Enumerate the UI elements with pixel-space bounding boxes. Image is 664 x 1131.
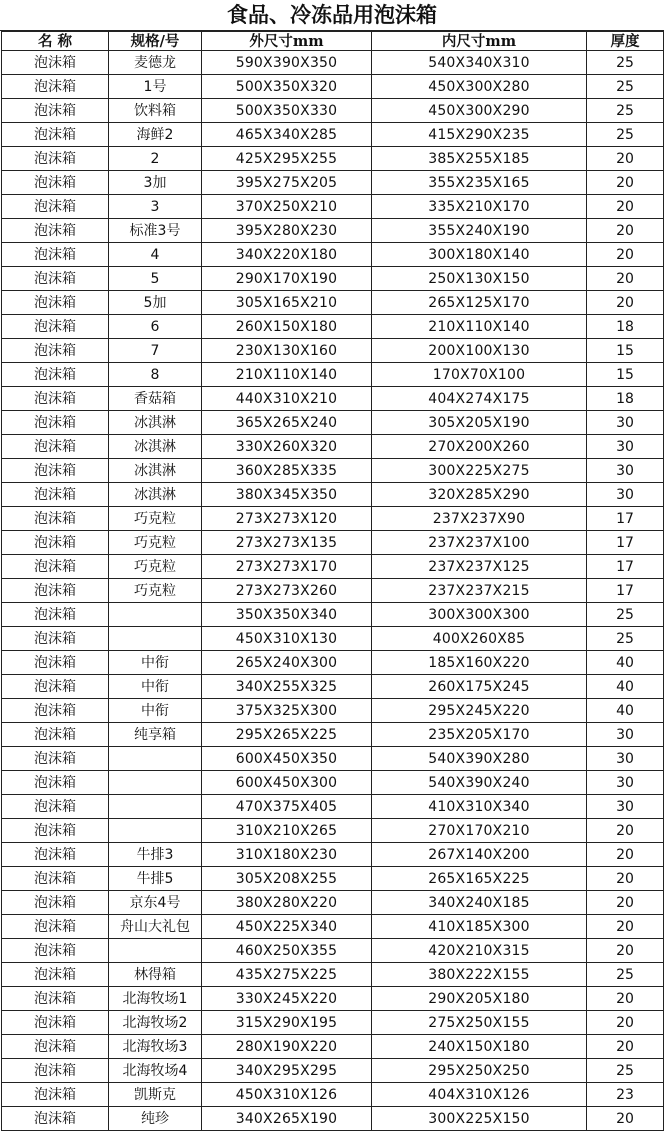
cell-spec[interactable]: 北海牧场3 [109, 1035, 202, 1059]
cell-name[interactable]: 泡沫箱 [2, 891, 109, 915]
table-row [2, 171, 664, 195]
header-thickness[interactable]: 厚度 [587, 32, 664, 51]
cell-name[interactable]: 泡沫箱 [2, 987, 109, 1011]
cell-spec[interactable]: 6 [109, 315, 202, 339]
cell-inner-size[interactable]: 237X237X125 [372, 555, 587, 579]
cell-outer-size[interactable]: 330X260X320 [202, 435, 372, 459]
table-row [2, 339, 664, 363]
cell-outer-size[interactable]: 340X265X190 [202, 1107, 372, 1131]
cell-outer-size[interactable]: 395X275X205 [202, 171, 372, 195]
cell-spec[interactable]: 林得箱 [109, 963, 202, 987]
cell-name[interactable]: 泡沫箱 [2, 339, 109, 363]
cell-name[interactable]: 泡沫箱 [2, 195, 109, 219]
cell-spec[interactable]: 北海牧场1 [109, 987, 202, 1011]
table-row [2, 243, 664, 267]
cell-thickness[interactable]: 40 [587, 675, 664, 699]
cell-spec[interactable]: 8 [109, 363, 202, 387]
cell-thickness[interactable]: 20 [587, 939, 664, 963]
table-row [2, 411, 664, 435]
table-row [2, 75, 664, 99]
cell-outer-size[interactable]: 340X220X180 [202, 243, 372, 267]
cell-outer-size[interactable]: 440X310X210 [202, 387, 372, 411]
cell-outer-size[interactable]: 380X345X350 [202, 483, 372, 507]
cell-name[interactable]: 泡沫箱 [2, 387, 109, 411]
table-row [2, 267, 664, 291]
table-row [2, 651, 664, 675]
cell-spec[interactable]: 冰淇淋 [109, 483, 202, 507]
table-row [2, 867, 664, 891]
cell-spec[interactable]: 北海牧场4 [109, 1059, 202, 1083]
cell-inner-size[interactable]: 235X205X170 [372, 723, 587, 747]
cell-name[interactable]: 泡沫箱 [2, 267, 109, 291]
cell-inner-size[interactable]: 410X310X340 [372, 795, 587, 819]
cell-name[interactable]: 泡沫箱 [2, 915, 109, 939]
cell-spec[interactable]: 饮料箱 [109, 99, 202, 123]
header-inner-size[interactable]: 内尺寸mm [372, 32, 587, 51]
cell-outer-size[interactable]: 310X210X265 [202, 819, 372, 843]
cell-name[interactable]: 泡沫箱 [2, 123, 109, 147]
cell-inner-size[interactable]: 270X170X210 [372, 819, 587, 843]
cell-outer-size[interactable]: 450X310X126 [202, 1083, 372, 1107]
cell-name[interactable]: 泡沫箱 [2, 171, 109, 195]
cell-spec[interactable]: 牛排3 [109, 843, 202, 867]
cell-name[interactable]: 泡沫箱 [2, 963, 109, 987]
cell-inner-size[interactable]: 340X240X185 [372, 891, 587, 915]
foam-box-table [1, 31, 664, 1131]
cell-outer-size[interactable]: 350X350X340 [202, 603, 372, 627]
cell-outer-size[interactable]: 370X250X210 [202, 195, 372, 219]
cell-thickness[interactable]: 20 [587, 843, 664, 867]
table-row [2, 1035, 664, 1059]
table-row [2, 507, 664, 531]
cell-thickness[interactable]: 25 [587, 123, 664, 147]
cell-spec[interactable]: 7 [109, 339, 202, 363]
cell-spec[interactable]: 纯享箱 [109, 723, 202, 747]
cell-inner-size[interactable]: 290X205X180 [372, 987, 587, 1011]
cell-inner-size[interactable]: 237X237X100 [372, 531, 587, 555]
cell-inner-size[interactable]: 200X100X130 [372, 339, 587, 363]
cell-spec[interactable]: 纯珍 [109, 1107, 202, 1131]
cell-name[interactable]: 泡沫箱 [2, 1107, 109, 1131]
cell-name[interactable]: 泡沫箱 [2, 435, 109, 459]
cell-name[interactable]: 泡沫箱 [2, 843, 109, 867]
table-row [2, 531, 664, 555]
cell-name[interactable]: 泡沫箱 [2, 1035, 109, 1059]
cell-thickness[interactable]: 30 [587, 483, 664, 507]
table-row [2, 675, 664, 699]
cell-outer-size[interactable]: 315X290X195 [202, 1011, 372, 1035]
cell-thickness[interactable]: 18 [587, 387, 664, 411]
table-row [2, 843, 664, 867]
table-row [2, 603, 664, 627]
cell-thickness[interactable]: 17 [587, 555, 664, 579]
cell-name[interactable]: 泡沫箱 [2, 531, 109, 555]
cell-thickness[interactable]: 40 [587, 699, 664, 723]
cell-outer-size[interactable]: 295X265X225 [202, 723, 372, 747]
table-row [2, 99, 664, 123]
cell-spec[interactable]: 冰淇淋 [109, 411, 202, 435]
cell-outer-size[interactable]: 500X350X330 [202, 99, 372, 123]
cell-thickness[interactable]: 30 [587, 795, 664, 819]
cell-name[interactable]: 泡沫箱 [2, 1083, 109, 1107]
cell-inner-size[interactable]: 404X310X126 [372, 1083, 587, 1107]
cell-thickness[interactable]: 30 [587, 435, 664, 459]
cell-spec[interactable]: 5加 [109, 291, 202, 315]
table-row [2, 315, 664, 339]
table-row [2, 51, 664, 75]
cell-name[interactable]: 泡沫箱 [2, 819, 109, 843]
cell-name[interactable]: 泡沫箱 [2, 579, 109, 603]
cell-name[interactable]: 泡沫箱 [2, 75, 109, 99]
cell-thickness[interactable]: 20 [587, 147, 664, 171]
cell-inner-size[interactable]: 450X300X290 [372, 99, 587, 123]
cell-name[interactable]: 泡沫箱 [2, 1059, 109, 1083]
cell-inner-size[interactable]: 267X140X200 [372, 843, 587, 867]
cell-outer-size[interactable]: 310X180X230 [202, 843, 372, 867]
table-row [2, 723, 664, 747]
cell-name[interactable]: 泡沫箱 [2, 147, 109, 171]
cell-name[interactable]: 泡沫箱 [2, 411, 109, 435]
cell-outer-size[interactable]: 330X245X220 [202, 987, 372, 1011]
cell-outer-size[interactable]: 365X265X240 [202, 411, 372, 435]
cell-inner-size[interactable]: 355X240X190 [372, 219, 587, 243]
cell-inner-size[interactable]: 265X165X225 [372, 867, 587, 891]
cell-outer-size[interactable]: 273X273X135 [202, 531, 372, 555]
cell-spec[interactable]: 4 [109, 243, 202, 267]
table-row [2, 219, 664, 243]
cell-spec[interactable]: 京东4号 [109, 891, 202, 915]
cell-thickness[interactable]: 20 [587, 171, 664, 195]
cell-spec[interactable] [109, 747, 202, 771]
cell-inner-size[interactable]: 300X225X275 [372, 459, 587, 483]
cell-outer-size[interactable]: 273X273X170 [202, 555, 372, 579]
table-row [2, 747, 664, 771]
cell-inner-size[interactable]: 250X130X150 [372, 267, 587, 291]
cell-thickness[interactable]: 20 [587, 1107, 664, 1131]
cell-inner-size[interactable]: 305X205X190 [372, 411, 587, 435]
cell-thickness[interactable]: 20 [587, 291, 664, 315]
cell-thickness[interactable]: 30 [587, 771, 664, 795]
cell-spec[interactable]: 中衔 [109, 675, 202, 699]
table-row [2, 387, 664, 411]
cell-name[interactable]: 泡沫箱 [2, 675, 109, 699]
cell-outer-size[interactable]: 260X150X180 [202, 315, 372, 339]
cell-thickness[interactable]: 20 [587, 219, 664, 243]
cell-name[interactable]: 泡沫箱 [2, 939, 109, 963]
cell-thickness[interactable]: 15 [587, 339, 664, 363]
cell-thickness[interactable]: 30 [587, 747, 664, 771]
cell-name[interactable]: 泡沫箱 [2, 651, 109, 675]
cell-name[interactable]: 泡沫箱 [2, 555, 109, 579]
cell-thickness[interactable]: 40 [587, 651, 664, 675]
table-row [2, 963, 664, 987]
cell-name[interactable]: 泡沫箱 [2, 219, 109, 243]
table-row [2, 123, 664, 147]
cell-thickness[interactable]: 25 [587, 75, 664, 99]
cell-spec[interactable]: 香菇箱 [109, 387, 202, 411]
cell-outer-size[interactable]: 470X375X405 [202, 795, 372, 819]
cell-outer-size[interactable]: 590X390X350 [202, 51, 372, 75]
table-row [2, 771, 664, 795]
cell-name[interactable]: 泡沫箱 [2, 483, 109, 507]
cell-name[interactable]: 泡沫箱 [2, 771, 109, 795]
cell-thickness[interactable]: 20 [587, 267, 664, 291]
cell-outer-size[interactable]: 210X110X140 [202, 363, 372, 387]
table-row [2, 147, 664, 171]
cell-spec[interactable]: 5 [109, 267, 202, 291]
cell-inner-size[interactable]: 335X210X170 [372, 195, 587, 219]
cell-spec[interactable] [109, 771, 202, 795]
cell-thickness[interactable]: 20 [587, 987, 664, 1011]
cell-thickness[interactable]: 25 [587, 51, 664, 75]
cell-inner-size[interactable]: 260X175X245 [372, 675, 587, 699]
cell-name[interactable]: 泡沫箱 [2, 699, 109, 723]
cell-inner-size[interactable]: 265X125X170 [372, 291, 587, 315]
cell-spec[interactable]: 标准3号 [109, 219, 202, 243]
cell-name[interactable]: 泡沫箱 [2, 315, 109, 339]
cell-spec[interactable]: 巧克粒 [109, 507, 202, 531]
table-row [2, 435, 664, 459]
cell-thickness[interactable]: 25 [587, 1059, 664, 1083]
cell-outer-size[interactable]: 305X208X255 [202, 867, 372, 891]
cell-inner-size[interactable]: 237X237X215 [372, 579, 587, 603]
table-row [2, 291, 664, 315]
cell-spec[interactable]: 2 [109, 147, 202, 171]
cell-thickness[interactable]: 20 [587, 915, 664, 939]
cell-spec[interactable]: 中衔 [109, 699, 202, 723]
cell-outer-size[interactable]: 380X280X220 [202, 891, 372, 915]
cell-thickness[interactable]: 25 [587, 627, 664, 651]
cell-outer-size[interactable]: 273X273X120 [202, 507, 372, 531]
table-row [2, 579, 664, 603]
cell-name[interactable]: 泡沫箱 [2, 1011, 109, 1035]
header-outer-size[interactable]: 外尺寸mm [202, 32, 372, 51]
cell-spec[interactable]: 麦德龙 [109, 51, 202, 75]
cell-inner-size[interactable]: 270X200X260 [372, 435, 587, 459]
cell-spec[interactable]: 海鲜2 [109, 123, 202, 147]
table-row [2, 699, 664, 723]
sheet-title: 食品、冷冻品用泡沫箱 [0, 0, 664, 31]
table-row [2, 1059, 664, 1083]
cell-thickness[interactable]: 20 [587, 867, 664, 891]
cell-inner-size[interactable]: 410X185X300 [372, 915, 587, 939]
cell-inner-size[interactable]: 540X340X310 [372, 51, 587, 75]
cell-thickness[interactable]: 20 [587, 243, 664, 267]
cell-thickness[interactable]: 18 [587, 315, 664, 339]
cell-name[interactable]: 泡沫箱 [2, 99, 109, 123]
cell-thickness[interactable]: 20 [587, 819, 664, 843]
cell-spec[interactable]: 北海牧场2 [109, 1011, 202, 1035]
cell-outer-size[interactable]: 450X225X340 [202, 915, 372, 939]
cell-spec[interactable]: 舟山大礼包 [109, 915, 202, 939]
cell-inner-size[interactable]: 420X210X315 [372, 939, 587, 963]
cell-spec[interactable]: 3加 [109, 171, 202, 195]
cell-name[interactable]: 泡沫箱 [2, 627, 109, 651]
cell-outer-size[interactable]: 465X340X285 [202, 123, 372, 147]
cell-outer-size[interactable]: 340X255X325 [202, 675, 372, 699]
table-row [2, 195, 664, 219]
cell-inner-size[interactable]: 295X250X250 [372, 1059, 587, 1083]
cell-inner-size[interactable]: 540X390X280 [372, 747, 587, 771]
cell-inner-size[interactable]: 415X290X235 [372, 123, 587, 147]
cell-inner-size[interactable]: 355X235X165 [372, 171, 587, 195]
cell-spec[interactable]: 冰淇淋 [109, 435, 202, 459]
cell-inner-size[interactable]: 170X70X100 [372, 363, 587, 387]
cell-spec[interactable] [109, 795, 202, 819]
cell-outer-size[interactable]: 290X170X190 [202, 267, 372, 291]
cell-inner-size[interactable]: 320X285X290 [372, 483, 587, 507]
cell-spec[interactable]: 巧克粒 [109, 579, 202, 603]
table-row [2, 627, 664, 651]
cell-outer-size[interactable]: 230X130X160 [202, 339, 372, 363]
cell-thickness[interactable]: 20 [587, 1011, 664, 1035]
cell-inner-size[interactable]: 295X245X220 [372, 699, 587, 723]
cell-inner-size[interactable]: 300X300X300 [372, 603, 587, 627]
cell-outer-size[interactable]: 425X295X255 [202, 147, 372, 171]
cell-inner-size[interactable]: 237X237X90 [372, 507, 587, 531]
cell-name[interactable]: 泡沫箱 [2, 363, 109, 387]
table-row [2, 987, 664, 1011]
cell-inner-size[interactable]: 380X222X155 [372, 963, 587, 987]
cell-spec[interactable] [109, 603, 202, 627]
cell-spec[interactable]: 3 [109, 195, 202, 219]
cell-name[interactable]: 泡沫箱 [2, 747, 109, 771]
cell-outer-size[interactable]: 500X350X320 [202, 75, 372, 99]
cell-inner-size[interactable]: 185X160X220 [372, 651, 587, 675]
cell-outer-size[interactable]: 450X310X130 [202, 627, 372, 651]
cell-outer-size[interactable]: 360X285X335 [202, 459, 372, 483]
cell-thickness[interactable]: 17 [587, 507, 664, 531]
cell-inner-size[interactable]: 450X300X280 [372, 75, 587, 99]
cell-thickness[interactable]: 20 [587, 1035, 664, 1059]
cell-name[interactable]: 泡沫箱 [2, 507, 109, 531]
table-row [2, 795, 664, 819]
cell-thickness[interactable]: 15 [587, 363, 664, 387]
cell-outer-size[interactable]: 340X295X295 [202, 1059, 372, 1083]
cell-thickness[interactable]: 17 [587, 531, 664, 555]
header-row [2, 32, 664, 51]
cell-name[interactable]: 泡沫箱 [2, 459, 109, 483]
cell-inner-size[interactable]: 275X250X155 [372, 1011, 587, 1035]
cell-outer-size[interactable]: 265X240X300 [202, 651, 372, 675]
cell-outer-size[interactable]: 280X190X220 [202, 1035, 372, 1059]
cell-spec[interactable]: 牛排5 [109, 867, 202, 891]
cell-name[interactable]: 泡沫箱 [2, 795, 109, 819]
cell-thickness[interactable]: 25 [587, 963, 664, 987]
cell-name[interactable]: 泡沫箱 [2, 723, 109, 747]
table-row [2, 1107, 664, 1131]
cell-spec[interactable] [109, 939, 202, 963]
cell-inner-size[interactable]: 540X390X240 [372, 771, 587, 795]
cell-outer-size[interactable]: 435X275X225 [202, 963, 372, 987]
cell-spec[interactable]: 巧克粒 [109, 531, 202, 555]
table-row [2, 939, 664, 963]
cell-outer-size[interactable]: 460X250X355 [202, 939, 372, 963]
cell-thickness[interactable]: 30 [587, 459, 664, 483]
cell-spec[interactable]: 中衔 [109, 651, 202, 675]
cell-inner-size[interactable]: 385X255X185 [372, 147, 587, 171]
table-row [2, 1083, 664, 1107]
table-row [2, 819, 664, 843]
cell-spec[interactable] [109, 627, 202, 651]
cell-outer-size[interactable]: 305X165X210 [202, 291, 372, 315]
cell-outer-size[interactable]: 600X450X350 [202, 747, 372, 771]
table-row [2, 1011, 664, 1035]
cell-thickness[interactable]: 25 [587, 99, 664, 123]
cell-outer-size[interactable]: 273X273X260 [202, 579, 372, 603]
table-row [2, 891, 664, 915]
cell-spec[interactable]: 巧克粒 [109, 555, 202, 579]
cell-outer-size[interactable]: 395X280X230 [202, 219, 372, 243]
table-row [2, 483, 664, 507]
table-row [2, 555, 664, 579]
cell-outer-size[interactable]: 600X450X300 [202, 771, 372, 795]
cell-inner-size[interactable]: 300X225X150 [372, 1107, 587, 1131]
table-row [2, 915, 664, 939]
cell-thickness[interactable]: 30 [587, 411, 664, 435]
cell-thickness[interactable]: 23 [587, 1083, 664, 1107]
cell-name[interactable]: 泡沫箱 [2, 603, 109, 627]
cell-inner-size[interactable]: 404X274X175 [372, 387, 587, 411]
table-row [2, 363, 664, 387]
cell-thickness[interactable]: 20 [587, 891, 664, 915]
header-name[interactable]: 名 称 [2, 32, 109, 51]
cell-name[interactable]: 泡沫箱 [2, 867, 109, 891]
cell-spec[interactable]: 冰淇淋 [109, 459, 202, 483]
cell-spec[interactable] [109, 819, 202, 843]
cell-thickness[interactable]: 25 [587, 603, 664, 627]
cell-spec[interactable]: 凯斯克 [109, 1083, 202, 1107]
cell-thickness[interactable]: 30 [587, 723, 664, 747]
cell-thickness[interactable]: 17 [587, 579, 664, 603]
cell-spec[interactable]: 1号 [109, 75, 202, 99]
cell-name[interactable]: 泡沫箱 [2, 291, 109, 315]
cell-inner-size[interactable]: 210X110X140 [372, 315, 587, 339]
cell-outer-size[interactable]: 375X325X300 [202, 699, 372, 723]
cell-thickness[interactable]: 20 [587, 195, 664, 219]
table-row [2, 459, 664, 483]
cell-inner-size[interactable]: 300X180X140 [372, 243, 587, 267]
cell-inner-size[interactable]: 400X260X85 [372, 627, 587, 651]
cell-inner-size[interactable]: 240X150X180 [372, 1035, 587, 1059]
header-spec[interactable]: 规格/号 [109, 32, 202, 51]
cell-name[interactable]: 泡沫箱 [2, 51, 109, 75]
cell-name[interactable]: 泡沫箱 [2, 243, 109, 267]
